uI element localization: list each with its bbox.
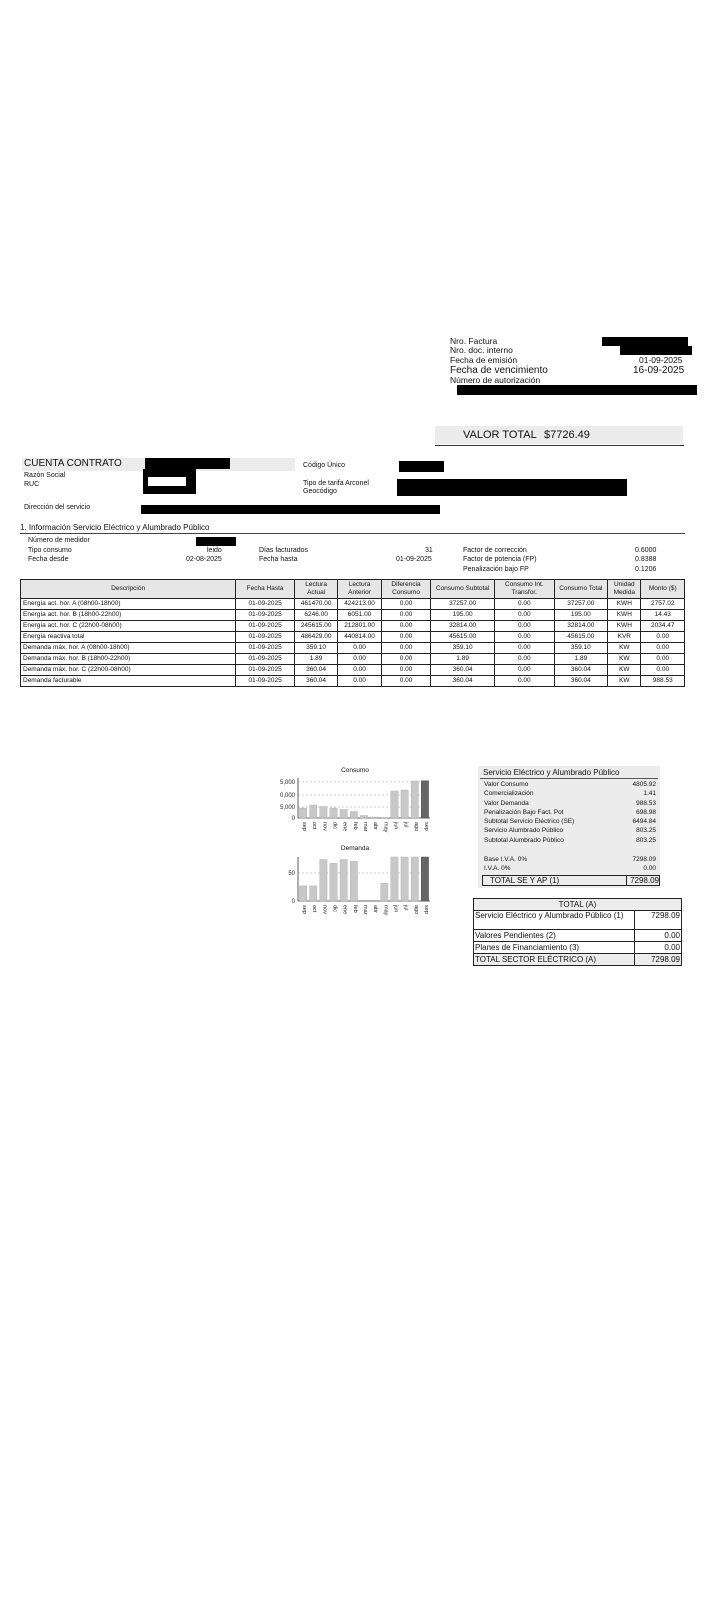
cell: 0.00	[338, 643, 381, 654]
totals-label: Planes de Financiamiento (3)	[474, 942, 635, 954]
total-se-ap-value: 7298.09	[630, 876, 659, 885]
fecha-hasta-value: 01-09-2025	[396, 556, 432, 563]
x-tick-label: oct	[311, 905, 318, 913]
fecha-hasta-label: Fecha hasta	[259, 556, 298, 563]
total-se-ap-divider	[626, 875, 627, 886]
tipo-consumo-value: leido	[207, 547, 222, 554]
base-iva-value: 7298.09	[632, 856, 656, 863]
iva-row	[484, 865, 656, 873]
bar	[299, 808, 306, 818]
bar	[330, 863, 337, 901]
col-lectura-anterior: Lectura Anterior	[338, 580, 381, 599]
cell: Energía act. hor. B (18h00-22h00)	[21, 610, 236, 621]
redacted-cuenta-contrato	[145, 458, 230, 469]
col-unidad-medida: Unidad Medida	[608, 580, 641, 599]
cell: 45615.00	[431, 632, 495, 643]
factor-correccion-value: 0.6000	[635, 547, 657, 554]
geocodigo-label: Geocódigo	[303, 488, 337, 495]
valor-total-label: VALOR TOTAL	[463, 429, 537, 441]
totals-row	[474, 942, 682, 954]
redacted-numero-autorizacion	[457, 385, 697, 395]
cell: 0.00	[381, 621, 431, 632]
y-tick-label: 0,000	[279, 793, 295, 799]
cell: 360.04	[294, 676, 337, 687]
redacted-numero-medidor	[196, 537, 236, 546]
x-tick-label: ene	[341, 822, 348, 832]
bar	[330, 808, 337, 818]
cell: 0.00	[381, 632, 431, 643]
y-tick-label: 5,000	[279, 805, 295, 811]
summary-row-label: Valor Consumo	[484, 781, 529, 788]
x-tick-label: may	[382, 905, 389, 916]
cell: KW	[608, 676, 641, 687]
bar	[391, 857, 398, 901]
cell: 195.00	[431, 610, 495, 621]
section1-title: 1. Información Servicio Eléctrico y Alumbrado Público	[20, 523, 210, 532]
bar	[340, 860, 347, 901]
razon-social-label: Razón Social	[24, 472, 66, 479]
chart-consumo-title: Consumo	[341, 767, 369, 774]
col-consumo-total: Consumo Total	[554, 580, 608, 599]
iva-label: I.V.A. 0%	[484, 865, 511, 872]
cell: 01-09-2025	[236, 665, 295, 676]
x-tick-label: sep	[301, 905, 308, 914]
penalizacion-fp-value: 0.1206	[635, 566, 657, 573]
totals-value: 0.00	[635, 930, 682, 942]
col-diferencia-consumo: Diferencia Consumo	[381, 580, 431, 599]
cell: 01-09-2025	[236, 632, 295, 643]
factor-potencia-label: Factor de potencia (FP)	[463, 556, 537, 563]
redacted-codigo-unico	[399, 461, 444, 472]
cell: 2034.47	[641, 621, 685, 632]
cell: 0.00	[338, 665, 381, 676]
table-row	[21, 632, 685, 643]
table-header-row	[21, 580, 685, 599]
y-tick-label: 5,000	[279, 780, 295, 786]
fecha-desde-value: 02-08-2025	[186, 556, 222, 563]
summary-row	[484, 800, 656, 808]
tipo-tarifa-label: Tipo de tarifa Arconel	[303, 480, 369, 487]
total-se-ap-label: TOTAL SE Y AP (1)	[490, 876, 560, 885]
fecha-vencimiento-label: Fecha de vencimiento	[450, 365, 548, 376]
totals-row	[474, 911, 682, 930]
x-tick-label: oct	[311, 822, 318, 830]
x-tick-label: nov	[321, 905, 328, 914]
fecha-desde-label: Fecha desde	[28, 556, 69, 563]
summary-row	[484, 827, 656, 835]
cell: KWH	[608, 599, 641, 610]
cuenta-contrato-label: CUENTA CONTRATO	[24, 458, 122, 469]
numero-autorizacion-label: Número de autorización	[450, 375, 541, 385]
cell: 359.10	[294, 643, 337, 654]
cell: 0.00	[494, 610, 554, 621]
cell: 01-09-2025	[236, 643, 295, 654]
cell: 424213.00	[338, 599, 381, 610]
valor-total-underline	[435, 445, 684, 446]
bar	[370, 817, 377, 818]
cell: 2757.02	[641, 599, 685, 610]
redacted-direccion	[141, 505, 440, 514]
valor-total-value: $7726.49	[544, 429, 590, 441]
x-tick-label: jul	[402, 822, 409, 828]
totals-header: TOTAL (A)	[474, 899, 682, 911]
cell: 0.00	[494, 665, 554, 676]
summary-row-label: Servicio Alumbrado Público	[484, 827, 564, 834]
section1-divider	[20, 533, 685, 534]
cell: 359.10	[554, 643, 608, 654]
demanda-bar-chart	[270, 855, 435, 920]
col-fecha-hasta: Fecha Hasta	[236, 580, 295, 599]
cell: 461470.00	[294, 599, 337, 610]
cell: 01-09-2025	[236, 610, 295, 621]
summary-row	[484, 818, 656, 826]
cell: Demanda máx. hor. A (08h00-18h00)	[21, 643, 236, 654]
cell: 0.00	[494, 632, 554, 643]
cell: 360.04	[554, 676, 608, 687]
dias-facturados-label: Días facturados	[259, 547, 309, 554]
cell: 1.89	[431, 654, 495, 665]
totals-value: 7298.09	[635, 911, 682, 930]
cell: KWH	[608, 610, 641, 621]
totals-label: TOTAL SECTOR ELÉCTRICO (A)	[474, 954, 635, 966]
col-consumo-int-transfor: Consumo Int. Transfor.	[494, 580, 554, 599]
y-tick-label: 0	[291, 899, 295, 905]
base-iva-row	[484, 856, 656, 864]
cell: 359.10	[431, 643, 495, 654]
bar	[411, 781, 418, 818]
bar	[350, 812, 357, 819]
summary-title: Servicio Eléctrico y Alumbrado Público	[483, 768, 620, 777]
summary-row-value: 803.25	[636, 837, 656, 844]
cell: 0.00	[381, 643, 431, 654]
fecha-vencimiento-value: 16-09-2025	[633, 365, 685, 376]
cell: 01-09-2025	[236, 676, 295, 687]
consumo-bar-chart	[270, 776, 435, 836]
bar	[320, 807, 327, 819]
x-tick-label: jun	[392, 905, 399, 913]
redacted-nro-doc-interno	[620, 346, 692, 355]
totals-label: Valores Pendientes (2)	[474, 930, 635, 942]
redaction-gap	[148, 477, 186, 486]
cell: 37257.00	[431, 599, 495, 610]
y-tick-label: 0	[291, 816, 295, 822]
table-row	[21, 676, 685, 687]
cell: 0.00	[338, 676, 381, 687]
cell: 360.04	[294, 665, 337, 676]
cell: Energía act. hor. C (22h00-08h00)	[21, 621, 236, 632]
bar	[299, 886, 306, 901]
bar	[381, 818, 388, 819]
cell: 0.00	[381, 599, 431, 610]
x-tick-label: dic	[331, 905, 338, 913]
bar	[320, 860, 327, 901]
summary-row-value: 6494.84	[632, 818, 656, 825]
table-row	[21, 643, 685, 654]
cell: Demanda máx. hor. C (22h00-08h00)	[21, 665, 236, 676]
bar	[421, 857, 428, 901]
summary-row	[484, 837, 656, 845]
table-row	[21, 599, 685, 610]
cell: 32814.00	[554, 621, 608, 632]
x-tick-label: may	[382, 822, 389, 833]
consumption-table	[20, 579, 685, 687]
bar	[381, 883, 388, 901]
x-tick-label: feb	[351, 905, 358, 913]
totals-table	[473, 898, 682, 966]
nro-factura-label: Nro. Factura	[450, 336, 498, 346]
cell: 245615.00	[294, 621, 337, 632]
summary-row-label: Penalización Bajo Fact. Pot	[484, 809, 564, 816]
summary-row-value: 803.25	[636, 827, 656, 834]
bar	[310, 886, 317, 901]
x-tick-label: dic	[331, 822, 338, 830]
summary-row-label: Subtotal Alumbrado Público	[484, 837, 564, 844]
base-iva-label: Base I.V.A. 0%	[484, 856, 528, 863]
bar	[401, 857, 408, 901]
cell: KWH	[608, 621, 641, 632]
cell: KW	[608, 654, 641, 665]
cell: 1.89	[294, 654, 337, 665]
x-tick-label: mar	[362, 822, 368, 832]
totals-row	[474, 930, 682, 942]
summary-row	[484, 790, 656, 798]
penalizacion-fp-label: Penalización bajo FP	[463, 566, 529, 573]
bar	[391, 791, 398, 818]
table-row	[21, 654, 685, 665]
summary-row-label: Valor Demanda	[484, 800, 529, 807]
cell: 14.43	[641, 610, 685, 621]
cell: 360.04	[431, 676, 495, 687]
cell: 0.00	[641, 643, 685, 654]
cell: 0.00	[494, 621, 554, 632]
x-tick-label: sep	[422, 822, 429, 831]
direccion-label: Dirección del servicio	[24, 504, 91, 511]
summary-row-value: 988.53	[636, 800, 656, 807]
totals-value: 7298.09	[635, 954, 682, 966]
x-tick-label: nov	[321, 822, 328, 831]
cell: 37257.00	[554, 599, 608, 610]
totals-value: 0.00	[635, 942, 682, 954]
summary-row-label: Subtotal Servicio Eléctrico (SE)	[484, 818, 575, 825]
cell: 0.00	[494, 676, 554, 687]
x-tick-label: abr	[372, 905, 379, 913]
summary-title-divider	[480, 778, 658, 779]
x-tick-label: sep	[301, 822, 308, 831]
summary-row-value: 698.98	[636, 809, 656, 816]
cell: 195.00	[554, 610, 608, 621]
cell: 6246.00	[294, 610, 337, 621]
col-descripcion: Descripción	[21, 580, 236, 599]
x-tick-label: ago	[412, 905, 419, 915]
cell: 0.00	[494, 643, 554, 654]
totals-label: Servicio Eléctrico y Alumbrado Público (1)	[474, 911, 635, 930]
cell: KVR	[608, 632, 641, 643]
cell: 486429.00	[294, 632, 337, 643]
factor-potencia-value: 0.8388	[635, 556, 657, 563]
bar	[340, 810, 347, 819]
cell: 360.04	[554, 665, 608, 676]
factor-correccion-label: Factor de corrección	[463, 547, 527, 554]
summary-row-label: Comercialización	[484, 790, 534, 797]
numero-medidor-label: Número de medidor	[28, 537, 90, 544]
dias-facturados-value: 31	[425, 547, 433, 554]
iva-value: 0.00	[643, 865, 656, 872]
bar	[411, 857, 418, 901]
totals-row	[474, 954, 682, 966]
x-tick-label: sep	[422, 905, 429, 914]
table-row	[21, 621, 685, 632]
bar	[360, 816, 367, 819]
nro-doc-interno-label: Nro. doc. interno	[450, 345, 513, 355]
tipo-consumo-label: Tipo consumo	[28, 547, 72, 554]
cell: KW	[608, 643, 641, 654]
table-row	[21, 665, 685, 676]
cell: 0.00	[381, 610, 431, 621]
cell: Demanda máx. hor. B (18h00-22h00)	[21, 654, 236, 665]
cell: 988.53	[641, 676, 685, 687]
cell: 01-09-2025	[236, 599, 295, 610]
cell: 1.89	[554, 654, 608, 665]
bar	[401, 790, 408, 818]
cell: 0.00	[381, 676, 431, 687]
x-tick-label: abr	[372, 822, 379, 830]
cell: 0.00	[494, 654, 554, 665]
fecha-emision-label: Fecha de emisión	[450, 355, 518, 365]
x-tick-label: ago	[412, 822, 419, 832]
x-tick-label: mar	[362, 905, 368, 915]
x-tick-label: feb	[351, 822, 358, 830]
cell: 45615.00	[554, 632, 608, 643]
cell: Energía reactiva total	[21, 632, 236, 643]
ruc-label: RUC	[24, 481, 40, 488]
cell: 01-09-2025	[236, 621, 295, 632]
bar	[310, 805, 317, 818]
cell: KW	[608, 665, 641, 676]
table-row	[21, 610, 685, 621]
cell: 0.00	[338, 654, 381, 665]
cell: 0.00	[381, 665, 431, 676]
cell: 0.00	[494, 599, 554, 610]
cell: 440814.00	[338, 632, 381, 643]
x-tick-label: jul	[402, 905, 409, 911]
summary-row	[484, 809, 656, 817]
cell: 01-09-2025	[236, 654, 295, 665]
cell: Energía act. hor. A (08h00-18h00)	[21, 599, 236, 610]
totals-header-row	[474, 899, 682, 911]
fecha-emision-value: 01-09-2025	[639, 355, 683, 365]
cell: 212801.00	[338, 621, 381, 632]
cell: 6051.00	[338, 610, 381, 621]
redacted-tarifa-geocodigo	[397, 479, 627, 496]
col-lectura-actual: Lectura Actual	[294, 580, 337, 599]
bar	[350, 861, 357, 901]
summary-row-value: 4805.92	[632, 781, 656, 788]
cell: 32814.00	[431, 621, 495, 632]
col-monto: Monto ($)	[641, 580, 685, 599]
summary-row-value: 1.41	[643, 790, 656, 797]
codigo-unico-label: Código Único	[303, 462, 346, 469]
cell: 0.00	[641, 654, 685, 665]
cell: 0.00	[641, 632, 685, 643]
redacted-nro-factura	[602, 337, 688, 346]
summary-row	[484, 781, 656, 789]
cell: 360.04	[431, 665, 495, 676]
cell: 0.00	[641, 665, 685, 676]
x-tick-label: ene	[341, 905, 348, 915]
y-tick-label: 50	[288, 871, 295, 877]
cell: Demanda facturable	[21, 676, 236, 687]
bar	[421, 781, 428, 818]
col-consumo-subtotal: Consumo Subtotal	[431, 580, 495, 599]
chart-demanda-title: Demanda	[340, 845, 370, 852]
cell: 0.00	[381, 654, 431, 665]
x-tick-label: jun	[392, 822, 399, 830]
